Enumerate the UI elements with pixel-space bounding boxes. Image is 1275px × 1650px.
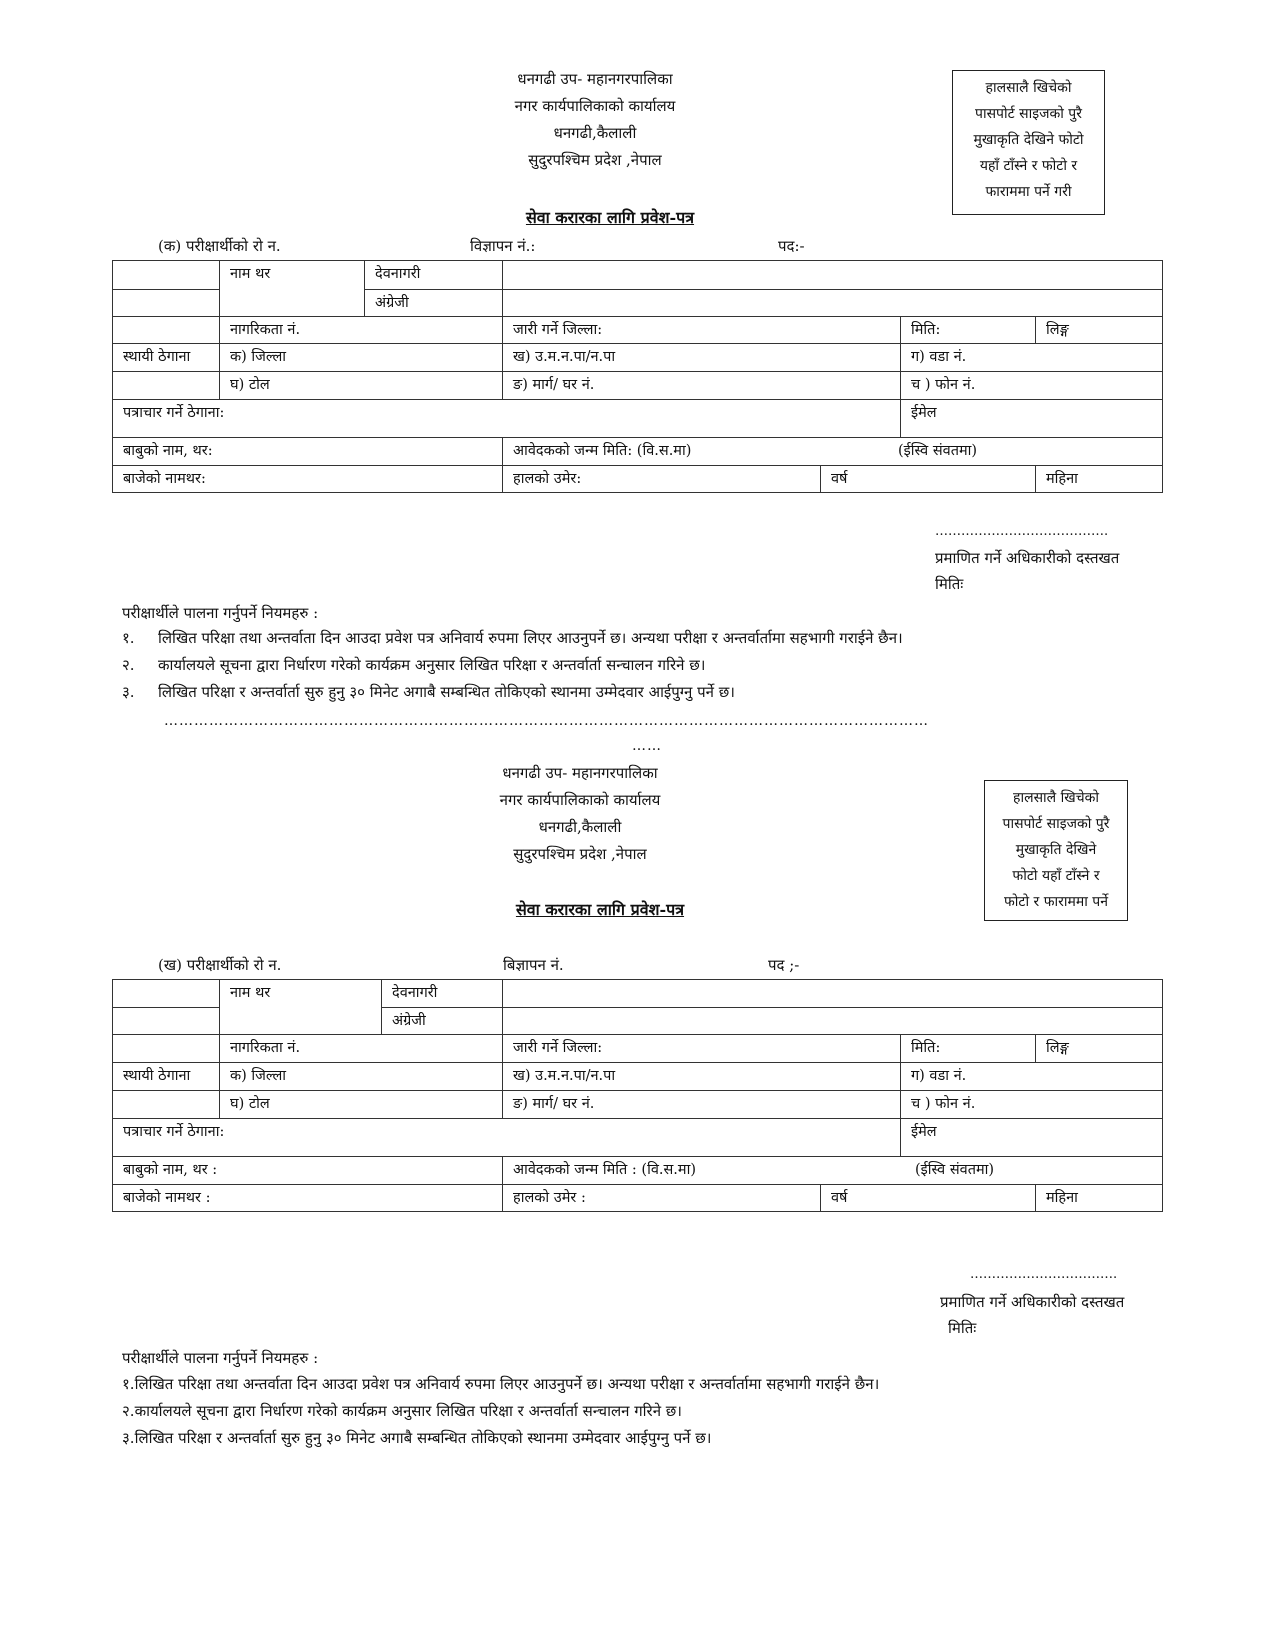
dob-ad-label: (ईस्वि संवतमा) <box>898 443 978 459</box>
rules-list <box>122 1374 1172 1455</box>
english-label: अंग्रेजी <box>365 290 503 317</box>
date-field[interactable]: मिति: <box>901 317 1036 344</box>
permanent-address-label: स्थायी ठेगाना <box>113 344 220 372</box>
correspondence-address-field[interactable]: पत्राचार गर्ने ठेगाना: <box>113 400 901 438</box>
permanent-address-label: स्थायी ठेगाना <box>113 1063 220 1091</box>
photo-instruction-line: मुखाकृति देखिने <box>1015 842 1097 858</box>
father-name-field[interactable]: बाबुको नाम, थर: <box>113 438 503 466</box>
blank-cell <box>113 372 220 400</box>
rule-text: लिखित परिक्षा र अन्तर्वार्ता सुरु हुनु ३० मिनेट अगाबै सम्बन्धित तोकिएको स्थानमा उम्मेदवार आईपुग्नु पर्ने छ। <box>158 683 735 701</box>
blank-cell <box>113 290 220 317</box>
office-name: धनगढी उप- महानगरपालिका <box>517 70 673 88</box>
office-province: सुदुरपश्चिम प्रदेश ,नेपाल <box>513 845 647 863</box>
rule-item: ३.लिखित परिक्षा र अन्तर्वार्ता सुरु हुनु ३० मिनेट अगाबै सम्बन्धित तोकिएको स्थानमा उम्मेदवार आईपुग्नु पर्ने छ। <box>122 1429 712 1447</box>
issue-district-field[interactable]: जारी गर्ने जिल्ला: <box>503 317 901 344</box>
applicant-details-table <box>112 260 1163 493</box>
cut-line-tail: …… <box>632 738 662 754</box>
form-title: सेवा करारका लागि प्रवेश-पत्र <box>515 900 685 919</box>
photo-instruction-line: यहाँ टाँस्ने र फोटो र <box>979 158 1078 174</box>
rule-item <box>122 655 1172 682</box>
phone-field[interactable]: च ) फोन नं. <box>901 372 1163 400</box>
signature-date-label: मितिः <box>935 575 964 593</box>
photo-instruction-line: पासपोर्ट साइजको पुरै <box>975 106 1082 122</box>
roll-number-label: (क) परीक्षार्थीको रो न. <box>158 237 281 255</box>
rule-item <box>122 682 1172 709</box>
ward-field[interactable]: ग) वडा नं. <box>901 344 1163 372</box>
gender-field[interactable]: लिङ्ग <box>1036 1035 1163 1063</box>
roll-number-label: (ख) परीक्षार्थीको रो न. <box>158 956 282 974</box>
ward-field[interactable]: ग) वडा नं. <box>901 1063 1163 1091</box>
post-label: पद ;- <box>768 956 800 974</box>
age-years-field[interactable]: वर्ष <box>821 466 1036 493</box>
phone-field[interactable]: च ) फोन नं. <box>901 1091 1163 1119</box>
road-house-field[interactable]: ङ) मार्ग/ घर नं. <box>503 372 901 400</box>
english-label: अंग्रेजी <box>382 1008 503 1035</box>
municipality-field[interactable]: ख) उ.म.न.पा/न.पा <box>503 1063 901 1091</box>
devanagari-label: देवनागरी <box>365 261 503 290</box>
office-unit: नगर कार्यपालिकाको कार्यालय <box>499 791 661 809</box>
name-devanagari-field[interactable] <box>503 980 1163 1008</box>
rule-text: कार्यालयले सूचना द्वारा निर्धारण गरेको कार्यक्रम अनुसार लिखित परिक्षा र अन्तर्वार्ता सन्चालन गरिने छ। <box>158 656 706 674</box>
blank-cell <box>113 1091 220 1119</box>
blank-cell <box>113 1008 220 1035</box>
photo-instruction-line: हालसालै खिचेको <box>985 80 1072 96</box>
signature-date-label: मितिः <box>948 1319 977 1337</box>
blank-cell <box>113 317 220 344</box>
rule-number: १. <box>122 629 135 647</box>
dob-bs-label: आवेदकको जन्म मिति: (वि.स.मा) <box>513 443 692 459</box>
tole-field[interactable]: घ) टोल <box>220 1091 503 1119</box>
photo-box <box>952 70 1105 215</box>
form1-header <box>470 66 720 174</box>
form-title: सेवा करारका लागि प्रवेश-पत्र <box>525 208 695 227</box>
applicant-details-table <box>112 979 1163 1212</box>
grandfather-name-field[interactable]: बाजेको नामथर: <box>113 466 503 493</box>
office-province: सुदुरपश्चिम प्रदेश ,नेपाल <box>528 151 662 169</box>
rule-number: २. <box>122 656 135 674</box>
gender-field[interactable]: लिङ्ग <box>1036 317 1163 344</box>
dob-field[interactable] <box>503 1157 1163 1185</box>
age-years-field[interactable]: वर्ष <box>821 1185 1036 1212</box>
rules-list <box>122 628 1172 709</box>
office-unit: नगर कार्यपालिकाको कार्यालय <box>514 97 676 115</box>
photo-instruction-line: हालसालै खिचेको <box>1013 790 1099 806</box>
correspondence-address-field[interactable]: पत्राचार गर्ने ठेगाना: <box>113 1119 901 1157</box>
date-field[interactable]: मिति: <box>901 1035 1036 1063</box>
email-field[interactable]: ईमेल <box>901 400 1163 438</box>
form2-header <box>455 760 705 868</box>
advertisement-number-label: बिज्ञापन नं. <box>503 956 564 974</box>
signature-label: प्रमाणित गर्ने अधिकारीको दस्तखत <box>940 1293 1125 1311</box>
name-label: नाम थर <box>220 261 365 317</box>
municipality-field[interactable]: ख) उ.म.न.पा/न.पा <box>503 344 901 372</box>
photo-instruction-line: पासपोर्ट साइजको पुरै <box>1002 816 1110 832</box>
office-location: धनगढी,कैलाली <box>538 818 622 836</box>
photo-instruction-line: फोटो र फाराममा पर्ने <box>1003 894 1109 910</box>
rules-title: परीक्षार्थीले पालना गर्नुपर्ने नियमहरु : <box>122 604 319 622</box>
dob-ad-label: (ईस्वि संवतमा) <box>915 1162 995 1178</box>
district-field[interactable]: क) जिल्ला <box>220 344 503 372</box>
dob-field[interactable] <box>503 438 1163 466</box>
photo-instruction-line: मुखाकृति देखिने फोटो <box>973 132 1084 148</box>
age-field[interactable]: हालको उमेर: <box>503 466 821 493</box>
age-months-field[interactable]: महिना <box>1036 1185 1163 1212</box>
rule-item: २.कार्यालयले सूचना द्वारा निर्धारण गरेको कार्यक्रम अनुसार लिखित परिक्षा र अन्तर्वार्ता सन्चालन गरिने छ। <box>122 1402 682 1420</box>
devanagari-label: देवनागरी <box>382 980 503 1008</box>
name-devanagari-field[interactable] <box>503 261 1163 290</box>
cut-line: ……………………………………………………………………………………………………………………………………… <box>164 713 929 729</box>
rule-text: लिखित परिक्षा तथा अन्तर्वाता दिन आउदा प्रवेश पत्र अनिवार्य रुपमा लिएर आउनुपर्ने छ। अन्यथा परीक्षा र अन्तर्वार्तामा सहभागी गराईने छैन। <box>158 629 903 647</box>
photo-box <box>984 780 1128 921</box>
signature-line: ……………………………. <box>970 1267 1118 1282</box>
advertisement-number-label: विज्ञापन नं.: <box>470 237 536 255</box>
rule-number: ३. <box>122 683 135 701</box>
name-label: नाम थर <box>220 980 382 1035</box>
blank-cell <box>113 1035 220 1063</box>
signature-label: प्रमाणित गर्ने अधिकारीको दस्तखत <box>935 549 1120 567</box>
blank-cell <box>113 980 220 1008</box>
signature-line: …………………………………. <box>935 524 1109 539</box>
rule-item <box>122 628 1172 655</box>
email-field[interactable]: ईमेल <box>901 1119 1163 1157</box>
road-house-field[interactable]: ङ) मार्ग/ घर नं. <box>503 1091 901 1119</box>
grandfather-name-field[interactable]: बाजेको नामथर : <box>113 1185 503 1212</box>
issue-district-field[interactable]: जारी गर्ने जिल्ला: <box>503 1035 901 1063</box>
name-english-field[interactable] <box>503 290 1163 317</box>
blank-cell <box>113 261 220 290</box>
rules-title: परीक्षार्थीले पालना गर्नुपर्ने नियमहरु : <box>122 1349 319 1367</box>
name-english-field[interactable] <box>503 1008 1163 1035</box>
office-location: धनगढी,कैलाली <box>553 124 637 142</box>
rule-item: १.लिखित परिक्षा तथा अन्तर्वाता दिन आउदा प्रवेश पत्र अनिवार्य रुपमा लिएर आउनुपर्ने छ। अन्यथा परीक्षा र अन्तर्वार्तामा सहभागी गराईने छैन। <box>122 1375 880 1393</box>
photo-instruction-line: फोटो यहाँ टाँस्ने र <box>1012 868 1100 884</box>
father-name-field[interactable]: बाबुको नाम, थर : <box>113 1157 503 1185</box>
district-field[interactable]: क) जिल्ला <box>220 1063 503 1091</box>
photo-instruction-line: फाराममा पर्ने गरी <box>985 184 1072 200</box>
age-months-field[interactable]: महिना <box>1036 466 1163 493</box>
citizenship-field[interactable]: नागरिकता नं. <box>220 317 503 344</box>
office-name: धनगढी उप- महानगरपालिका <box>502 764 658 782</box>
tole-field[interactable]: घ) टोल <box>220 372 503 400</box>
citizenship-field[interactable]: नागरिकता नं. <box>220 1035 503 1063</box>
post-label: पद:- <box>778 237 805 255</box>
age-field[interactable]: हालको उमेर : <box>503 1185 821 1212</box>
dob-bs-label: आवेदकको जन्म मिति : (वि.स.मा) <box>513 1162 696 1178</box>
